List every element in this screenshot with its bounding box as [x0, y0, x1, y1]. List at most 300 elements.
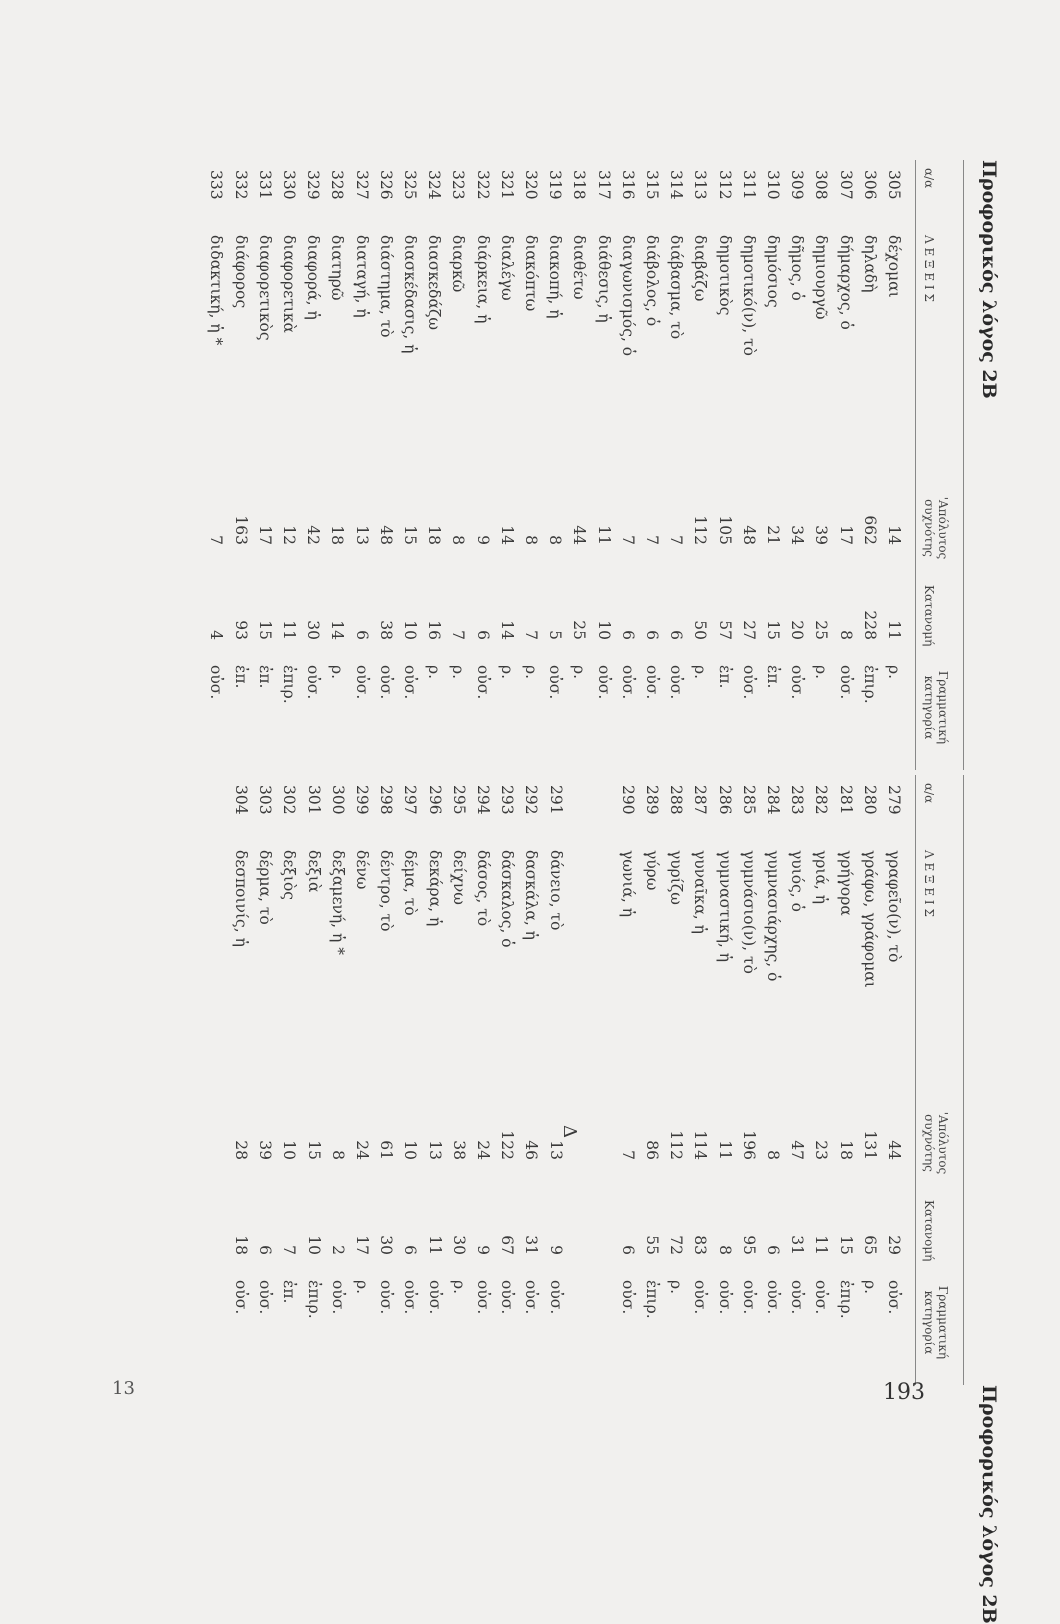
table-row: [882, 775, 906, 1385]
row-abs-frequency: 18: [425, 525, 444, 545]
table-row: [374, 775, 398, 1385]
row-id: 309: [788, 170, 807, 200]
table-row: [495, 160, 519, 770]
page-number-bottom: 193: [883, 1380, 925, 1405]
row-id: 283: [788, 785, 807, 815]
row-distribution: 93: [231, 620, 250, 640]
row-word: διαγωνισμός, ὁ: [618, 235, 637, 357]
row-distribution: 7: [280, 1245, 299, 1255]
row-word: γριά, ἡ: [812, 850, 831, 905]
row-category: οὐσ.: [401, 665, 419, 700]
row-distribution: 6: [643, 630, 661, 640]
table-row: [422, 160, 446, 770]
table-row: [713, 160, 737, 770]
row-abs-frequency: 15: [304, 1140, 323, 1160]
row-id: 330: [280, 170, 298, 200]
row-id: 295: [449, 785, 468, 815]
row-word: δάνειο, τὸ: [546, 850, 565, 931]
row-distribution: 10: [401, 620, 419, 640]
row-category: ἐπιρ.: [860, 665, 879, 704]
row-distribution: 6: [352, 630, 371, 640]
row-abs-frequency: 13: [352, 525, 371, 545]
table-row: [374, 160, 398, 770]
row-id: 323: [449, 170, 468, 200]
row-category: οὐσ.: [304, 665, 323, 700]
col-abs: 'Απόλυτος συχνότης: [922, 496, 950, 560]
table-row: [495, 775, 519, 1385]
row-word: δέντρο, τὸ: [377, 850, 396, 932]
row-distribution: 65: [860, 1235, 879, 1255]
row-word: γυμνασιάρχης, ὁ: [764, 850, 782, 982]
row-distribution: 15: [255, 620, 274, 640]
table-row: [471, 160, 495, 770]
row-distribution: 10: [304, 1235, 323, 1255]
row-abs-frequency: 47: [788, 1140, 807, 1160]
row-word: δηλαδὴ: [860, 235, 879, 293]
row-distribution: 6: [618, 1245, 637, 1255]
row-word: δήμαρχος, ὁ: [836, 235, 855, 330]
row-category: ρ.: [425, 665, 444, 680]
row-word: γυιός, ὁ: [788, 850, 807, 912]
row-category: ρ.: [885, 665, 903, 680]
table-row: [664, 775, 688, 1385]
row-abs-frequency: 122: [498, 1130, 517, 1160]
row-distribution: 4: [207, 630, 226, 640]
row-category: οὐσ.: [232, 1280, 250, 1315]
row-id: 332: [231, 170, 250, 200]
table-row: [229, 775, 253, 1385]
row-category: οὐσ.: [643, 665, 661, 700]
row-distribution: 67: [498, 1235, 517, 1255]
row-category: ἐπιρ.: [643, 1280, 661, 1319]
row-word: διακόπτω: [522, 235, 540, 312]
row-distribution: 8: [836, 630, 855, 640]
row-id: 296: [425, 785, 444, 815]
row-category: οὐσ.: [885, 1280, 903, 1315]
table-row: [858, 160, 882, 770]
row-category: οὐσ.: [256, 1280, 275, 1315]
row-distribution: 7: [449, 630, 468, 640]
row-distribution: 30: [449, 1235, 468, 1255]
table-row: [447, 775, 471, 1385]
col-id: α/α: [922, 783, 936, 804]
row-abs-frequency: 8: [764, 1150, 782, 1160]
row-category: ρ.: [667, 1280, 686, 1295]
table-row: [350, 775, 374, 1385]
row-category: οὐσ.: [764, 1280, 782, 1315]
row-distribution: 7: [522, 630, 540, 640]
row-abs-frequency: 8: [522, 535, 540, 545]
table-row: [423, 775, 447, 1385]
table-row: [592, 160, 616, 770]
col-abs: 'Απόλυτος συχνότης: [922, 1111, 950, 1175]
row-category: οὐσ.: [546, 665, 565, 700]
row-distribution: 57: [715, 620, 734, 640]
row-word: δεσποινίς, ἡ: [232, 850, 250, 947]
row-distribution: 95: [739, 1235, 758, 1255]
row-abs-frequency: 39: [812, 525, 831, 545]
row-word: δημοτικὸς: [715, 235, 734, 316]
row-id: 287: [691, 785, 710, 815]
table-row: [616, 160, 640, 770]
row-word: δημοτικό(ν), τὸ: [739, 235, 758, 356]
row-word: διαταγή, ἡ: [352, 235, 371, 318]
row-id: 280: [860, 785, 879, 815]
row-word: δένω: [353, 850, 371, 890]
table-row: [785, 775, 809, 1385]
row-word: γυμνάσιο(ν), τὸ: [739, 850, 758, 974]
row-id: 312: [715, 170, 734, 200]
row-id: 315: [643, 170, 661, 200]
row-word: διασκέδασις, ἡ: [401, 235, 419, 354]
row-abs-frequency: 11: [715, 1140, 734, 1160]
row-word: διάβασμα, τὸ: [667, 235, 686, 340]
row-id: 306: [860, 170, 879, 200]
row-id: 311: [739, 170, 758, 200]
row-abs-frequency: 14: [497, 525, 516, 545]
table-row: [834, 160, 858, 770]
table-row: [688, 775, 712, 1385]
row-id: 317: [594, 170, 613, 200]
row-category: οὐσ.: [788, 665, 807, 700]
table-row: [882, 160, 906, 770]
row-abs-frequency: 14: [885, 525, 903, 545]
row-abs-frequency: 46: [522, 1140, 541, 1160]
row-abs-frequency: 8: [546, 535, 565, 545]
row-distribution: 11: [280, 620, 298, 640]
row-word: δάσος, τὸ: [474, 850, 492, 927]
row-distribution: 16: [425, 620, 444, 640]
table-row: [640, 775, 664, 1385]
row-distribution: 30: [377, 1235, 396, 1255]
row-category: οὐσ.: [691, 1280, 710, 1315]
row-id: 314: [667, 170, 686, 200]
row-abs-frequency: 8: [449, 535, 468, 545]
row-distribution: 9: [546, 1245, 565, 1255]
table-row: [785, 160, 809, 770]
row-abs-frequency: 44: [570, 525, 589, 545]
table-row: [277, 160, 301, 770]
row-category: ρ.: [691, 665, 710, 680]
row-category: ρ.: [812, 665, 831, 680]
row-abs-frequency: 39: [256, 1140, 275, 1160]
row-category: ρ.: [449, 1280, 468, 1295]
row-abs-frequency: 13: [546, 1140, 565, 1160]
table-row: [325, 160, 349, 770]
row-abs-frequency: 10: [280, 1140, 299, 1160]
row-category: ρ.: [497, 665, 516, 680]
row-id: 316: [618, 170, 637, 200]
row-abs-frequency: 7: [618, 1150, 637, 1160]
row-id: 322: [473, 170, 492, 200]
row-id: 304: [232, 785, 250, 815]
row-word: γύρω: [643, 850, 661, 891]
row-abs-frequency: 105: [715, 515, 734, 545]
row-id: 302: [280, 785, 299, 815]
section-letter: Δ: [559, 1125, 580, 1138]
row-category: ρ.: [353, 1280, 371, 1295]
table-row: [253, 775, 277, 1385]
row-id: 318: [570, 170, 589, 200]
row-distribution: 50: [691, 620, 710, 640]
row-id: 325: [401, 170, 419, 200]
row-distribution: 11: [885, 620, 903, 640]
row-abs-frequency: 24: [353, 1140, 371, 1160]
row-id: 303: [256, 785, 275, 815]
row-category: ἐπιρ.: [836, 1280, 855, 1319]
row-id: 291: [546, 785, 565, 815]
row-word: διάβολος, ὁ: [643, 235, 661, 327]
row-category: ἐπ.: [715, 665, 734, 689]
row-abs-frequency: 10: [401, 1140, 420, 1160]
row-word: διάθεσις, ἡ: [594, 235, 613, 323]
row-word: διάστημα, τὸ: [376, 235, 395, 338]
row-abs-frequency: 23: [812, 1140, 831, 1160]
row-abs-frequency: 34: [788, 525, 807, 545]
table-row: [640, 160, 664, 770]
row-abs-frequency: 28: [232, 1140, 250, 1160]
row-abs-frequency: 196: [739, 1130, 758, 1160]
table-row: [204, 160, 228, 770]
row-word: διαθέτω: [570, 235, 589, 300]
row-abs-frequency: 86: [643, 1140, 661, 1160]
table-row: [446, 160, 470, 770]
row-word: διάφορος: [231, 235, 250, 309]
row-word: διατηρῶ: [328, 235, 347, 301]
table-row: [301, 160, 325, 770]
row-abs-frequency: 7: [207, 535, 226, 545]
row-abs-frequency: 15: [401, 525, 419, 545]
column-header: [915, 775, 964, 1385]
table-row: [834, 775, 858, 1385]
row-abs-frequency: 44: [885, 1140, 903, 1160]
row-distribution: 29: [885, 1235, 903, 1255]
row-distribution: 38: [376, 620, 395, 640]
row-abs-frequency: 7: [618, 535, 637, 545]
row-distribution: 6: [401, 1245, 420, 1255]
row-word: διαλέγω: [497, 235, 516, 301]
row-category: ἐπ.: [255, 665, 274, 689]
row-word: γραφεῖο(ν), τὸ: [885, 850, 903, 963]
row-id: 326: [376, 170, 395, 200]
row-category: οὐσ.: [474, 1280, 492, 1315]
row-id: 288: [667, 785, 686, 815]
row-id: 290: [618, 785, 637, 815]
row-abs-frequency: 38: [449, 1140, 468, 1160]
row-distribution: 25: [570, 620, 589, 640]
table-row: [809, 775, 833, 1385]
row-id: 320: [522, 170, 540, 200]
row-distribution: 15: [764, 620, 782, 640]
row-abs-frequency: 13: [425, 1140, 444, 1160]
row-category: οὐσ.: [425, 1280, 444, 1315]
row-id: 279: [885, 785, 903, 815]
table-row: [688, 160, 712, 770]
row-distribution: 17: [353, 1235, 371, 1255]
row-category: οὐσ.: [739, 665, 758, 700]
table-row: [567, 160, 591, 770]
row-word: δεξιὸς: [280, 850, 299, 900]
col-word: Λ Ε Ξ Ε Ι Σ: [922, 850, 936, 917]
table-row: [302, 775, 326, 1385]
row-category: οὐσ.: [812, 1280, 831, 1315]
table-row: [471, 775, 495, 1385]
header-right: Προφορικός λόγος 2B: [978, 160, 1000, 399]
page-number-top: 13: [112, 1378, 135, 1399]
row-category: οὐσ.: [715, 1280, 734, 1315]
row-category: οὐσ.: [207, 665, 226, 700]
row-word: διαφορά, ἡ: [304, 235, 323, 320]
row-word: διάρκεια, ἡ: [473, 235, 492, 324]
header-left: Προφορικός λόγος 2B: [978, 1385, 1000, 1624]
row-abs-frequency: 114: [691, 1130, 710, 1160]
row-distribution: 11: [425, 1235, 444, 1255]
table-row: [664, 160, 688, 770]
row-abs-frequency: 131: [860, 1130, 879, 1160]
table-row: [737, 775, 761, 1385]
row-id: 327: [352, 170, 371, 200]
table-row: [398, 775, 422, 1385]
row-distribution: 6: [473, 630, 492, 640]
row-id: 282: [812, 785, 831, 815]
row-word: γράφω, γράφομαι: [860, 850, 879, 988]
row-distribution: 27: [739, 620, 758, 640]
row-id: 301: [304, 785, 323, 815]
row-category: οὐσ.: [473, 665, 492, 700]
row-abs-frequency: 112: [691, 515, 710, 545]
row-distribution: 83: [691, 1235, 710, 1255]
row-abs-frequency: 8: [328, 1150, 347, 1160]
row-abs-frequency: 18: [836, 1140, 855, 1160]
col-cat: Γραμματική κατηγορία: [922, 1285, 950, 1360]
row-abs-frequency: 11: [594, 525, 613, 545]
row-word: διαφορετικὸς: [255, 235, 274, 341]
row-id: 293: [498, 785, 517, 815]
table-row: [326, 775, 350, 1385]
row-distribution: 11: [812, 1235, 831, 1255]
row-abs-frequency: 24: [474, 1140, 492, 1160]
row-id: 321: [497, 170, 516, 200]
row-abs-frequency: 61: [377, 1140, 396, 1160]
row-id: 328: [328, 170, 347, 200]
row-category: ρ.: [860, 1280, 879, 1295]
table-row: [616, 775, 640, 1385]
row-word: δεξαμενή, ἡ *: [328, 850, 347, 955]
row-id: 285: [739, 785, 758, 815]
table-row: [229, 160, 253, 770]
row-category: οὐσ.: [788, 1280, 807, 1315]
row-distribution: 8: [715, 1245, 734, 1255]
row-distribution: 6: [256, 1245, 275, 1255]
row-distribution: 5: [546, 630, 565, 640]
row-distribution: 14: [328, 620, 347, 640]
row-distribution: 9: [474, 1245, 492, 1255]
row-category: ἐπ.: [280, 1280, 299, 1304]
row-id: 324: [425, 170, 444, 200]
row-id: 297: [401, 785, 420, 815]
row-word: δεκάρα, ἡ: [425, 850, 444, 927]
row-word: δείχνω: [449, 850, 468, 905]
row-word: δεξιὰ: [304, 850, 323, 893]
row-abs-frequency: 9: [473, 535, 492, 545]
row-distribution: 30: [304, 620, 323, 640]
row-category: ἐπ.: [764, 665, 782, 689]
row-category: οὐσ.: [522, 1280, 541, 1315]
table-row: [350, 160, 374, 770]
row-id: 307: [836, 170, 855, 200]
row-distribution: 72: [667, 1235, 686, 1255]
row-id: 300: [328, 785, 347, 815]
col-dist: Κατανομή: [922, 585, 936, 647]
row-distribution: 18: [232, 1235, 250, 1255]
table-row: [519, 160, 543, 770]
row-word: δασκάλα, ἡ: [522, 850, 541, 940]
row-category: οὐσ.: [377, 1280, 396, 1315]
row-category: οὐσ.: [618, 665, 637, 700]
table-row: [713, 775, 737, 1385]
row-abs-frequency: 163: [231, 515, 250, 545]
row-word: γρήγορα: [836, 850, 855, 916]
row-id: 284: [764, 785, 782, 815]
row-distribution: 15: [836, 1235, 855, 1255]
row-abs-frequency: 48: [376, 525, 395, 545]
row-category: οὐσ.: [594, 665, 613, 700]
row-category: οὐσ.: [618, 1280, 637, 1315]
col-id: α/α: [922, 168, 936, 189]
table-row: [858, 775, 882, 1385]
row-id: 292: [522, 785, 541, 815]
row-category: οὐσ.: [546, 1280, 565, 1315]
row-word: δῆμος, ὁ: [788, 235, 807, 301]
row-abs-frequency: 112: [667, 1130, 686, 1160]
row-category: ρ.: [449, 665, 468, 680]
row-distribution: 20: [788, 620, 807, 640]
row-abs-frequency: 662: [860, 515, 879, 545]
table-row: [544, 775, 568, 1385]
row-word: διαβάζω: [691, 235, 710, 302]
row-id: 329: [304, 170, 323, 200]
table-row: [519, 775, 543, 1385]
row-id: 299: [353, 785, 371, 815]
row-category: οὐσ.: [739, 1280, 758, 1315]
row-word: δημιουργῶ: [812, 235, 831, 320]
row-word: διαφορετικὰ: [280, 235, 298, 334]
table-row: [761, 775, 785, 1385]
row-distribution: 25: [812, 620, 831, 640]
row-distribution: 14: [497, 620, 516, 640]
row-category: ἐπ.: [231, 665, 250, 689]
row-word: γυρίζω: [667, 850, 686, 905]
table-row: [809, 160, 833, 770]
row-id: 308: [812, 170, 831, 200]
row-distribution: 6: [764, 1245, 782, 1255]
row-abs-frequency: 17: [836, 525, 855, 545]
row-distribution: 31: [788, 1235, 807, 1255]
row-category: οὐσ.: [376, 665, 395, 700]
row-category: ρ.: [570, 665, 589, 680]
row-abs-frequency: 21: [764, 525, 782, 545]
row-category: οὐσ.: [352, 665, 371, 700]
row-word: δημόσιος: [764, 235, 782, 308]
row-id: 313: [691, 170, 710, 200]
table-row: [277, 775, 301, 1385]
table-row: [737, 160, 761, 770]
row-word: δάσκαλος, ὁ: [498, 850, 517, 948]
row-id: 310: [764, 170, 782, 200]
row-category: οὐσ.: [401, 1280, 420, 1315]
col-word: Λ Ε Ξ Ε Ι Σ: [922, 235, 936, 302]
row-distribution: 31: [522, 1235, 541, 1255]
